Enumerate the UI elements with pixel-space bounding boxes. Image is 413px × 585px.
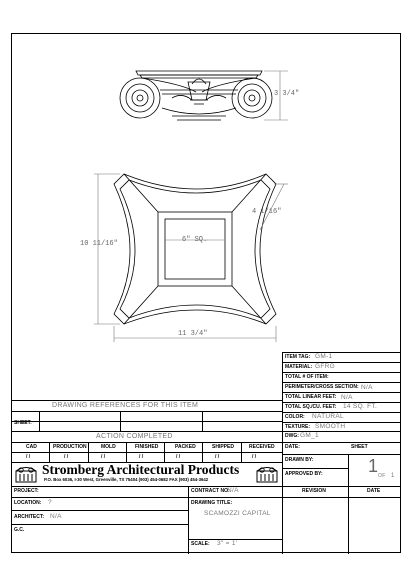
action-date-production: / / (64, 454, 69, 460)
revision-label: REVISION (302, 488, 326, 494)
action-col-shipped: SHIPPED (212, 444, 234, 450)
sheet-of-text: OF (378, 473, 386, 479)
action-completed-title: ACTION COMPLETED (96, 433, 173, 440)
material-value: GFRG (315, 363, 335, 370)
item-tag-label: ITEM TAG: (285, 354, 311, 360)
sheet-total: 1 (391, 473, 395, 479)
approved-by-label: APPROVED BY: (285, 471, 323, 477)
material-label: MATERIAL: (285, 364, 313, 370)
action-date-cad: / / (26, 454, 31, 460)
dwg-label: DWG: (285, 433, 299, 439)
contract-label: CONTRACT NO: (191, 488, 230, 494)
action-date-packed: / / (176, 454, 181, 460)
linear-feet-label: TOTAL LINEAR FEET: (285, 394, 337, 400)
company-name: Stromberg Architectural Products (42, 462, 240, 477)
drawn-by-label: DRAWN BY: (285, 457, 314, 463)
item-tag-value: GM-1 (315, 353, 333, 360)
action-col-packed: PACKED (175, 444, 196, 450)
drawing-title-label: DRAWING TITLE: (191, 500, 233, 506)
references-sheet-label: SHEET: (14, 420, 32, 426)
dim-square: 6" SQ. (182, 236, 208, 244)
dim-overall-width: 11 3/4" (178, 330, 208, 338)
scale-value: 3" = 1' (217, 540, 238, 547)
action-col-production: PRODUCTION (53, 444, 87, 450)
total-items-label: TOTAL # OF ITEM: (285, 374, 329, 380)
architect-label: ARCHITECT: (14, 514, 44, 520)
action-col-cad: CAD (26, 444, 37, 450)
sqft-label: TOTAL SQ./CU. FEET: (285, 404, 337, 410)
gc-label: G.C. (14, 527, 25, 533)
sqft-value: 14 SQ. FT. (343, 403, 378, 410)
color-label: COLOR: (285, 414, 305, 420)
action-col-received: RECEIVED (249, 444, 275, 450)
action-col-finished: FINISHED (135, 444, 159, 450)
dim-overall-height: 10 11/16" (80, 240, 118, 248)
action-date-shipped: / / (215, 454, 220, 460)
company-address: P.O. Box 6036, I-30 West, Greenville, TX 75404 (903) 454-0682 FAX (903) 454-3642 (44, 477, 209, 482)
sheet-label: SHEET (351, 444, 368, 450)
date-label: DATE: (285, 444, 300, 450)
action-date-received: / / (252, 454, 257, 460)
location-value: ? (48, 499, 52, 506)
references-title: DRAWING REFERENCES FOR THIS ITEM (52, 402, 199, 409)
dim-side-depth: 4 1/16" (252, 208, 282, 216)
dim-height-top: 3 3/4" (274, 90, 300, 98)
action-date-mold: / / (101, 454, 106, 460)
linear-feet-value: N/A (341, 394, 353, 401)
drawing-sheet (11, 33, 401, 553)
capital-elevation-drawing (12, 34, 400, 352)
company-logo-left (15, 465, 37, 483)
architect-value: N/A (50, 513, 62, 520)
revision-date-label: DATE (367, 488, 381, 494)
project-label: PROJECT: (14, 488, 39, 494)
texture-label: TEXTURE: (285, 424, 310, 430)
contract-value: N/A (227, 487, 239, 494)
color-value: NATURAL (312, 413, 344, 420)
company-logo-right (256, 465, 278, 483)
action-date-finished: / / (139, 454, 144, 460)
dwg-value: GM_1 (300, 432, 319, 439)
scale-label: SCALE: (191, 541, 210, 547)
perimeter-value: N/A (361, 384, 373, 391)
drawing-title-value: SCAMOZZI CAPITAL (204, 510, 271, 517)
action-col-mold: MOLD (101, 444, 116, 450)
sheet-number: 1 (368, 456, 379, 476)
texture-value: SMOOTH (315, 423, 346, 430)
perimeter-label: PERIMETER/CROSS SECTION: (285, 384, 359, 390)
location-label: LOCATION: (14, 500, 42, 506)
